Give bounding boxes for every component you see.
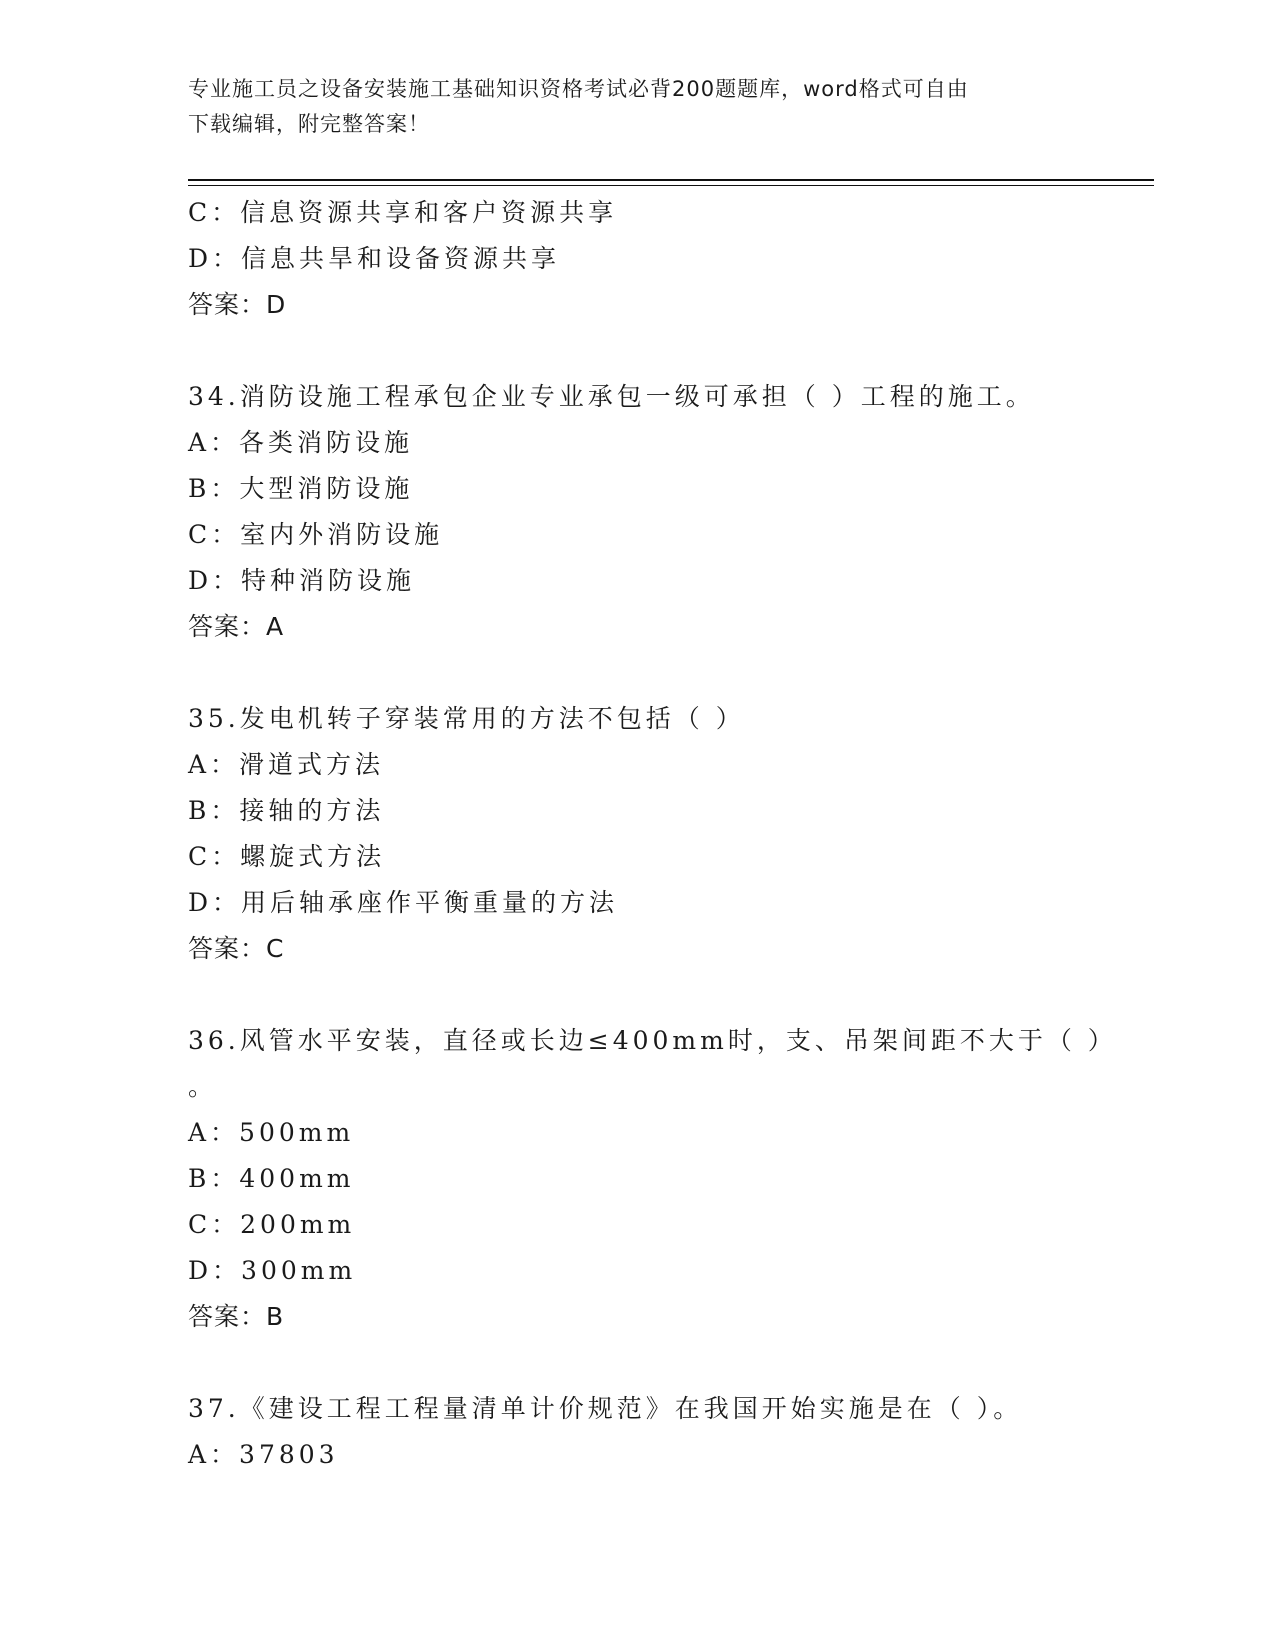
question-35-option-b: B：接轴的方法 <box>188 796 385 825</box>
question-37-block <box>188 1386 1154 1478</box>
spacer <box>188 1340 1154 1386</box>
document-header <box>188 72 1088 142</box>
question-34-option-b: B：大型消防设施 <box>188 474 414 503</box>
question-36-text: 36.风管水平安装，直径或长边≤400mm时，支、吊架间距不大于（ ） <box>188 1026 1117 1055</box>
question-35-option-d: D：用后轴承座作平衡重量的方法 <box>188 888 619 917</box>
question-35-option-a: A：滑道式方法 <box>188 750 385 779</box>
question-list <box>188 190 1154 1478</box>
spacer <box>188 650 1154 696</box>
question-36-text-tail: 。 <box>188 1072 218 1101</box>
question-34-option-d: D：特种消防设施 <box>188 566 416 595</box>
question-35-answer: 答案：C <box>188 934 285 963</box>
question-33-answer: 答案：D <box>188 290 287 319</box>
question-35-option-c: C：螺旋式方法 <box>188 842 386 871</box>
question-36-option-c: C：200mm <box>188 1210 356 1239</box>
header-title-line-1: 专业施工员之设备安装施工基础知识资格考试必背200题题库，word格式可自由 <box>188 77 969 101</box>
question-33-option-d: D：信息共旱和设备资源共享 <box>188 244 561 273</box>
spacer <box>188 328 1154 374</box>
question-34-option-c: C：室内外消防设施 <box>188 520 444 549</box>
question-35-text: 35.发电机转子穿装常用的方法不包括（ ） <box>188 704 745 733</box>
question-33-block <box>188 190 1154 328</box>
question-36-block <box>188 1018 1154 1340</box>
question-37-option-a: A：37803 <box>188 1440 339 1469</box>
header-rule-thick <box>188 179 1154 181</box>
question-33-option-c: C：信息资源共享和客户资源共享 <box>188 198 618 227</box>
header-rule-thin <box>188 185 1154 186</box>
question-36-answer: 答案：B <box>188 1302 285 1331</box>
question-34-option-a: A：各类消防设施 <box>188 428 414 457</box>
question-37-text: 37.《建设工程工程量清单计价规范》在我国开始实施是在（ ）。 <box>188 1394 1023 1423</box>
question-35-block <box>188 696 1154 972</box>
spacer <box>188 972 1154 1018</box>
question-34-text: 34.消防设施工程承包企业专业承包一级可承担（ ）工程的施工。 <box>188 382 1035 411</box>
question-36-option-b: B：400mm <box>188 1164 355 1193</box>
question-34-block <box>188 374 1154 650</box>
question-36-option-d: D：300mm <box>188 1256 357 1285</box>
header-title-line-2: 下载编辑，附完整答案！ <box>188 112 430 136</box>
question-34-answer: 答案：A <box>188 612 285 641</box>
question-36-option-a: A：500mm <box>188 1118 355 1147</box>
